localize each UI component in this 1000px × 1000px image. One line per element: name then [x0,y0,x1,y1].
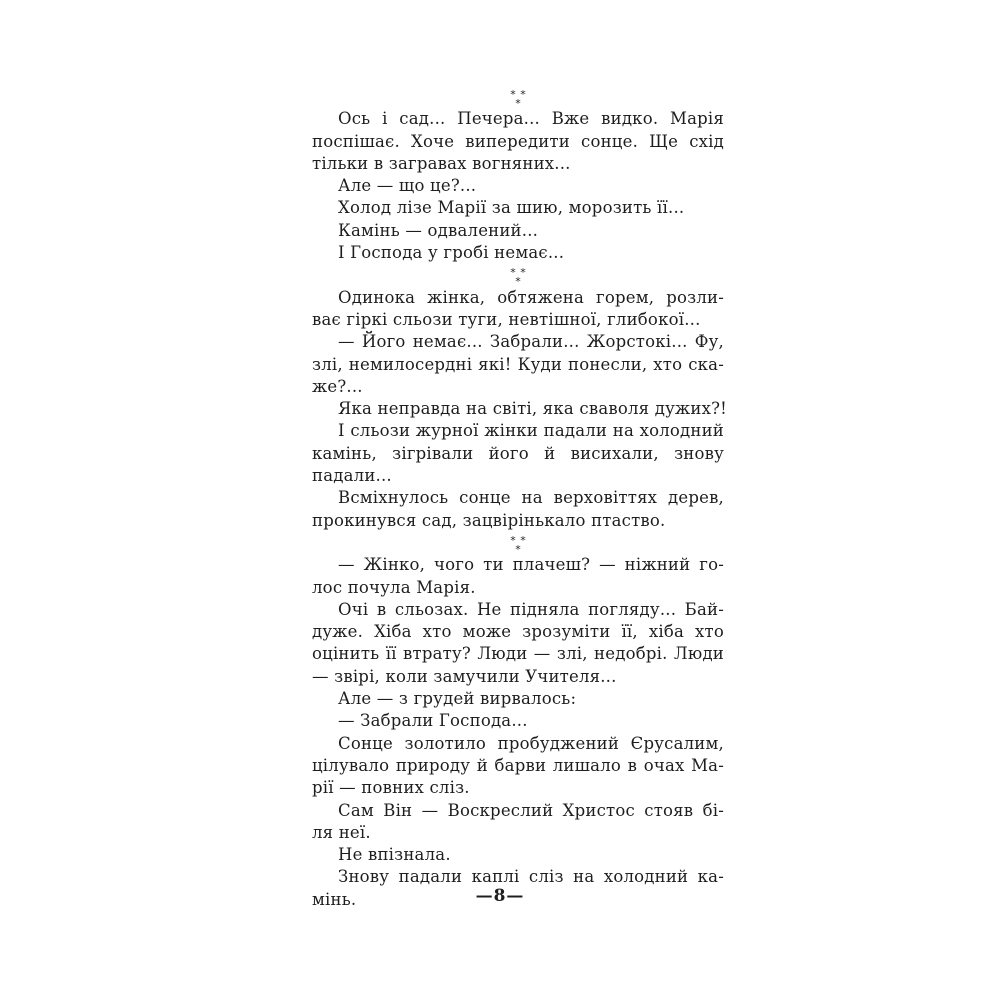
text-line: — Забрали Господа... [338,711,528,731]
text-line: ля неї. [312,822,371,842]
svg-text:*: * [510,266,516,280]
svg-text:*: * [515,275,521,287]
text-line: Камінь — одвалений... [338,220,539,240]
text-line: ває гіркі сльози туги, невтішної, глибокої... [312,309,701,329]
text-line: рії — повних сліз. [312,778,470,798]
text-line: — звірі, коли замучили Учителя... [312,666,617,686]
text-line: лос почула Марія. [312,577,476,597]
text-line: дуже. Хіба хто може зрозуміти її, хіба хто [312,622,724,642]
page-body [312,86,727,911]
text-line: Одинока жінка, обтяжена горем, розли- [338,287,724,307]
svg-text:*: * [515,97,521,108]
text-line: Сам Він — Воскреслий Христос стояв бі- [338,800,724,820]
text-line: І сльози журної жінки падали на холодний [338,421,724,441]
text-line: тільки в загравах вогняних... [312,153,571,173]
text-line: І Господа у гробі немає... [338,243,565,263]
page-number: —8— [475,886,525,906]
asterism-icon [506,534,530,554]
text-line: Знову падали каплі сліз на холодний ка- [338,867,724,887]
svg-text:*: * [510,533,516,547]
svg-text:*: * [520,266,526,280]
text-line: падали... [312,466,392,486]
text-line: Не впізнала. [338,845,451,865]
text-line: Але — що це?... [338,176,477,196]
text-line: Але — з грудей вирвалось: [338,689,577,709]
text-line: Всміхнулось сонце на верховіттях дерев, [338,488,724,508]
section-separator [312,264,724,286]
text-line: — Його немає... Забрали... Жорстокі... Фу, [338,332,724,352]
svg-text:*: * [520,88,526,101]
text-line: Ось і сад... Печера... Вже видко. Марія [338,109,724,129]
text-line: цілувало природу й барви лишало в очах Ма- [312,755,724,775]
svg-text:*: * [515,542,521,554]
section-separator [312,532,724,554]
text-line: Яка неправда на світі, яка сваволя дужих?! [338,399,727,419]
text-line: злі, немилосердні які! Куди понесли, хто ска- [312,354,724,374]
text-line: камінь, зігрівали його й висихали, знову [312,443,724,463]
text-line: поспішає. Хоче випередити сонце. Ще схід [312,131,724,151]
text-line: Очі в сльозах. Не підняла погляду... Бай- [338,599,724,619]
text-line: — Жінко, чого ти плачеш? — ніжний го- [338,555,724,575]
text-line: оцінить її втрату? Люди — злі, недобрі. Люди [312,644,724,664]
asterism-icon [506,266,530,286]
text-section [312,287,727,532]
asterism-icon [506,88,530,108]
text-line: Сонце золотило пробуджений Єрусалим, [338,733,724,753]
text-line: мінь. [312,889,357,909]
text-line: прокинувся сад, зацвірінькало птаство. [312,510,666,530]
text-line: Холод лізе Марії за шию, морозить її... [338,198,685,218]
text-line: же?... [312,376,363,396]
section-separator [312,86,724,108]
svg-text:*: * [510,88,516,101]
svg-text:*: * [520,533,526,547]
text-section [312,108,724,264]
text-section [312,554,724,911]
